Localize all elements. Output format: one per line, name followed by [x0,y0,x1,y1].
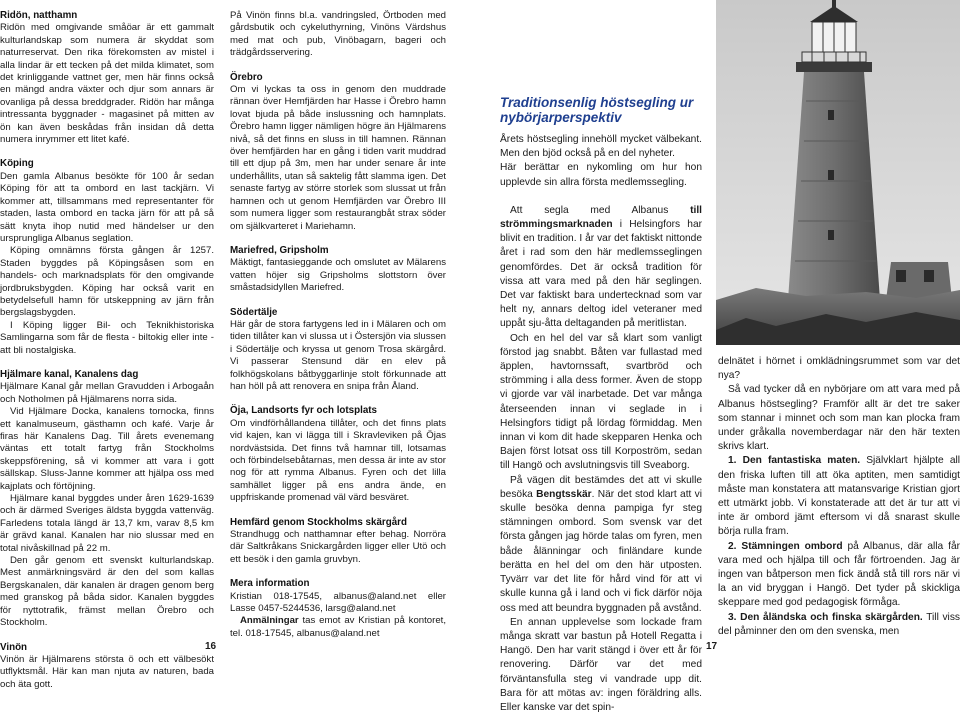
list-item [718,540,960,611]
paragraph: Ridön med omgivande småöar är ett gammalt kulturlandskap som numera är skyddat som naturreservat. Den rika förekomsten av mistel i alla lindar är ett tecken på det milda klimatet, som det krinliggande vattnet ger, men här finns också en mängd andra växter och djur som annars är ovanliga på dessa breddgrader. Ridön har många intressanta byggnader - magasinet på mitten av ön kan även beskådas från insidan då detta numera inrymmer ett litet kafé. [0,22,214,146]
article-headline: Traditionsenlig höstsegling ur nybörjarperspektiv [500,95,694,125]
paragraph: Vinön är Hjälmarens största ö och ett välbesökt utflyktsmål. Här kan man njuta av naturen, bada och äta gott. [0,653,214,690]
paragraph: På Vinön finns bl.a. vandringsled, Örtboden med gårdsbutik och cykeluthyrning, Vinöns Värdshus med mat och pub, Vinöbagarn, bageri och trädgårdsservering. [230,10,446,59]
paragraph: Om vindförhållandena tillåter, och det finns plats vid kajen, kan vi lägga till i Skravleviken på Öjas nordvästsida. Det finns två hamnar till, lotsamas och förbindelsebåtarnas, men dessa är inte av stor nog för att rymma Albanus. Fyren och det lilla samhället ligger på ens andra ände, en uppfriskande promenad väl värd besväret. [230,417,446,504]
paragraph [500,474,702,616]
intro-paragraph: Här berättar en nykomling om hur hon upplevde sin allra första medlemssegling. [500,162,702,188]
list-item [718,611,960,639]
heading-oja: Öja, Landsorts fyr och lotsplats [230,405,377,417]
bold-text: 3. Den åländska och finska skärgården. [728,611,923,623]
text: . När det stod klart att vi skulle besöka denna pampiga fyr steg stämningen ombord. Som svensk var det första gången jag hörde talas om fyren, men både ålänningar och finländare kunde berätta en hel del om den här utposten. Tyvärr var det lite för hård vind för att vi skulle kunna gå i land och vi fick därför nöja oss med att beundra byggnaden på avstånd. [500,488,703,614]
paragraph: Om vi lyckas ta oss in genom den muddrade rännan över Hemfjärden har Hasse i Örebro hamn lovat bjuda på både inslussning och hamnplats. Örebro hamn ligger nämligen högre än Hjälmarens nivå, så det finns en sluss in till hamnen. Rännan över hemfjärden har en gång i tiden varit muddrad till ett djup på 3m, men har under senare år inte underhållits, utan så saktelig fått slamma igen. Det senaste fartyg av större storlek som slussat ut från hamnen och ut genom Hemfjärden var Örebro III som numera ligger som restaurangbåt strax söder om själkvarteret i Mariehamn. [230,84,446,232]
paragraph: Den gamla Albanus besökte för 100 år sedan Köping för att ta ombord en last tackjärn. Vi kommer att, tillsammans med representanter för staden, lasta ombord en tacka järn för att på så sätt knyta ihop nutid med händelser ur den ursprungliga Albanus seglation. [0,170,214,244]
text: på Albanus, där alla får vara med och hjälpa till och får förtroenden. Jag är ingen van båtperson men fick ändå stå till rors när vi la an vid bryggan i Hangö. Det tyder på skickliga skeppare med god pedagogisk förmåga. [718,540,960,609]
paragraph: delnätet i hörnet i omklädningsrummet som var det nya? [718,356,960,382]
heading-vinon: Vinön [0,641,28,653]
paragraph [500,204,702,332]
paragraph: Den går genom ett svenskt kulturlandskap. Mest anmärkningsvärd är den del som kallas Bergskanalen, där kanalen är dragen genom berg med granskog på båda sidor. Kanalen byggdes för nyttotrafik, främst mellan Örebro och Stockholm. [0,555,214,629]
right-page-column-3 [500,133,702,715]
bold-text: 1. Den fantastiska maten. [728,455,861,467]
text: Självklart hjälpte all den friska luften till att öka aptiten, men samtidigt måste man konstatera att matansvarige Kristian gjort ett utmärkt jobb. Vi konstaterade att det är tur att vi inte är ombord jämt eftersom vi då snarast skulle börja rulla fram. [718,455,960,538]
intro-paragraph: Årets höstsegling innehöll mycket välbekant. Men den bjöd också på en del nyheter. [500,134,702,160]
heading-mariefred: Mariefred, Gripsholm [230,244,329,256]
paragraph: Hjälmare kanal byggdes under åren 1629-1639 och är därmed Sveriges äldsta byggda vattenväg. Farledens totala längd är 13,7 km, varav 8,5 km är grävd kanal. Kanalen har nio slussar med en total nivåskillnad på 22 m. [0,493,214,554]
paragraph: Köping omnämns första gången år 1257. Staden byggdes på Köpingsåsen som en handels- och marknadsplats för den omgivande jordbruksbygden. Köping har också varit en betydelsefull hamn för utskeppning av järn från bergslagsbygden. [0,245,214,319]
contact-paragraph: Kristian 018-17545, albanus@aland.net eller Lasse 0457-5244536, larsg@aland.net [230,590,446,615]
text: På vägen dit bestämdes det att vi skulle besöka [500,474,702,500]
paragraph: En annan upplevelse som lockade fram många skratt var bastun på Hotell Regatta i Hangö. Den har varit stängd i över ett år för renovering. Därför var det med förväntansfulla steg vi vandrade upp dit. Bara för att mötas av: ingen föräldring alls. Eller kanske var det spin- [500,616,702,713]
paragraph: Och en hel del var så klart som vanligt förstod jag snabbt. Båten var fullastad med äpplen, havtornssaft, svartbröd och strömming i alla dess former. Även de stopp vi gjorde var väl inarbetade. Det var många återseenden innan vi seglade in i Helsingfors tidigt på lördag förmiddag. Men innan vi kom dit hade skepparen Henka och Bajen först lotsat oss till Korpoström, sedan till Hangö och avslutningsvis till Sveaborg. [500,332,702,472]
bold-text: Bengtsskär [536,488,592,500]
text: Till viss del påminner den om den svenska, men [718,611,960,637]
text: i Helsingfors har blivit en tradition. I år var det faktiskt nittonde året i rad som den här medlemsseglingen genomfördes. Det är också tradition för vissa att vara med på den här seglingen. Det var faktiskt bara undertecknad som var helt ny, annars deltog idel veteraner med uppåt sju-åtta deltaganden på meritlistan. [500,219,702,330]
paragraph: Strandhugg och natthamnar efter behag. Norröra där Saltkråkans Snickargården ligger eller Utö och ett besök i den gamla gruvbyn. [230,529,446,565]
paragraph: Mäktigt, fantasieggande och omslutet av Mälarens vatten höjer sig Gripsholms slottstorn över småstadsidyllen Mariefred. [230,257,446,294]
heading-mera-information: Mera information [230,578,310,590]
heading-koping: Köping [0,158,34,170]
heading-hemfard: Hemfärd genom Stockholms skärgård [230,516,407,528]
right-page-column-4 [718,355,960,639]
left-page-column-1 [0,10,217,691]
text: tas emot av Kristian på kontoret, tel. 018-17545, albanus@aland.net [230,615,446,639]
page-number-left: 16 [205,641,217,652]
bold-text: 2. Stämningen ombord [728,540,843,552]
paragraph [230,615,446,640]
bold-text: Anmälningar [240,615,299,627]
heading-ridon: Ridön, natthamn [0,10,78,21]
bold-text: till strömmingsmarknaden [500,204,702,231]
list-item [718,454,960,539]
left-page-column-2 [230,10,446,640]
heading-hjalmare-kanal: Hjälmare kanal, Kanalens dag [0,368,139,380]
page-number-right: 17 [706,641,718,652]
paragraph: Vid Hjälmare Docka, kanalens tornocka, finns ett kanalmuseum, gästhamn och kafé. Varje år firas här Kanalens Dag. Till årets evenemang väntas ett totalt fartyg från Stockholms skeppsförening, så vi kommer att vara i gott sällskap. Sluss-Janne kommer att hjälpa oss med kajplats och förtöjning. [0,406,214,492]
heading-orebro: Örebro [230,71,263,83]
paragraph: I Köping ligger Bil- och Teknikhistoriska Samlingarna som får de flesta - biltokig eller inte - att bli nostalgiska. [0,319,214,356]
heading-sodertalje: Södertälje [230,306,278,318]
lighthouse-photo [716,0,960,345]
text: Att segla med Albanus [510,204,691,216]
paragraph: Hjälmare Kanal går mellan Gravudden i Arbogaån och Notholmen på Hjälmarens norra sida. [0,381,214,405]
paragraph: Här går de stora fartygens led in i Mälaren och om tiden tillåter kan vi slussa ut i Östersjön via slussen i Södertälje och kryssa ut genom Trosa skärgård. Vi passerar Stensund där en elev på folkhögskolans båtbyggarlinje stolt förkunnade att han höll på att renovera en snipa från Åland. [230,318,446,392]
paragraph: Så vad tycker då en nybörjare om att vara med på Albanus höstsegling? Framför allt är det tre saker som stannar i minnet och som man kan plocka fram under gråkalla novemberdagar när den här texten skrivs klart. [718,384,960,453]
